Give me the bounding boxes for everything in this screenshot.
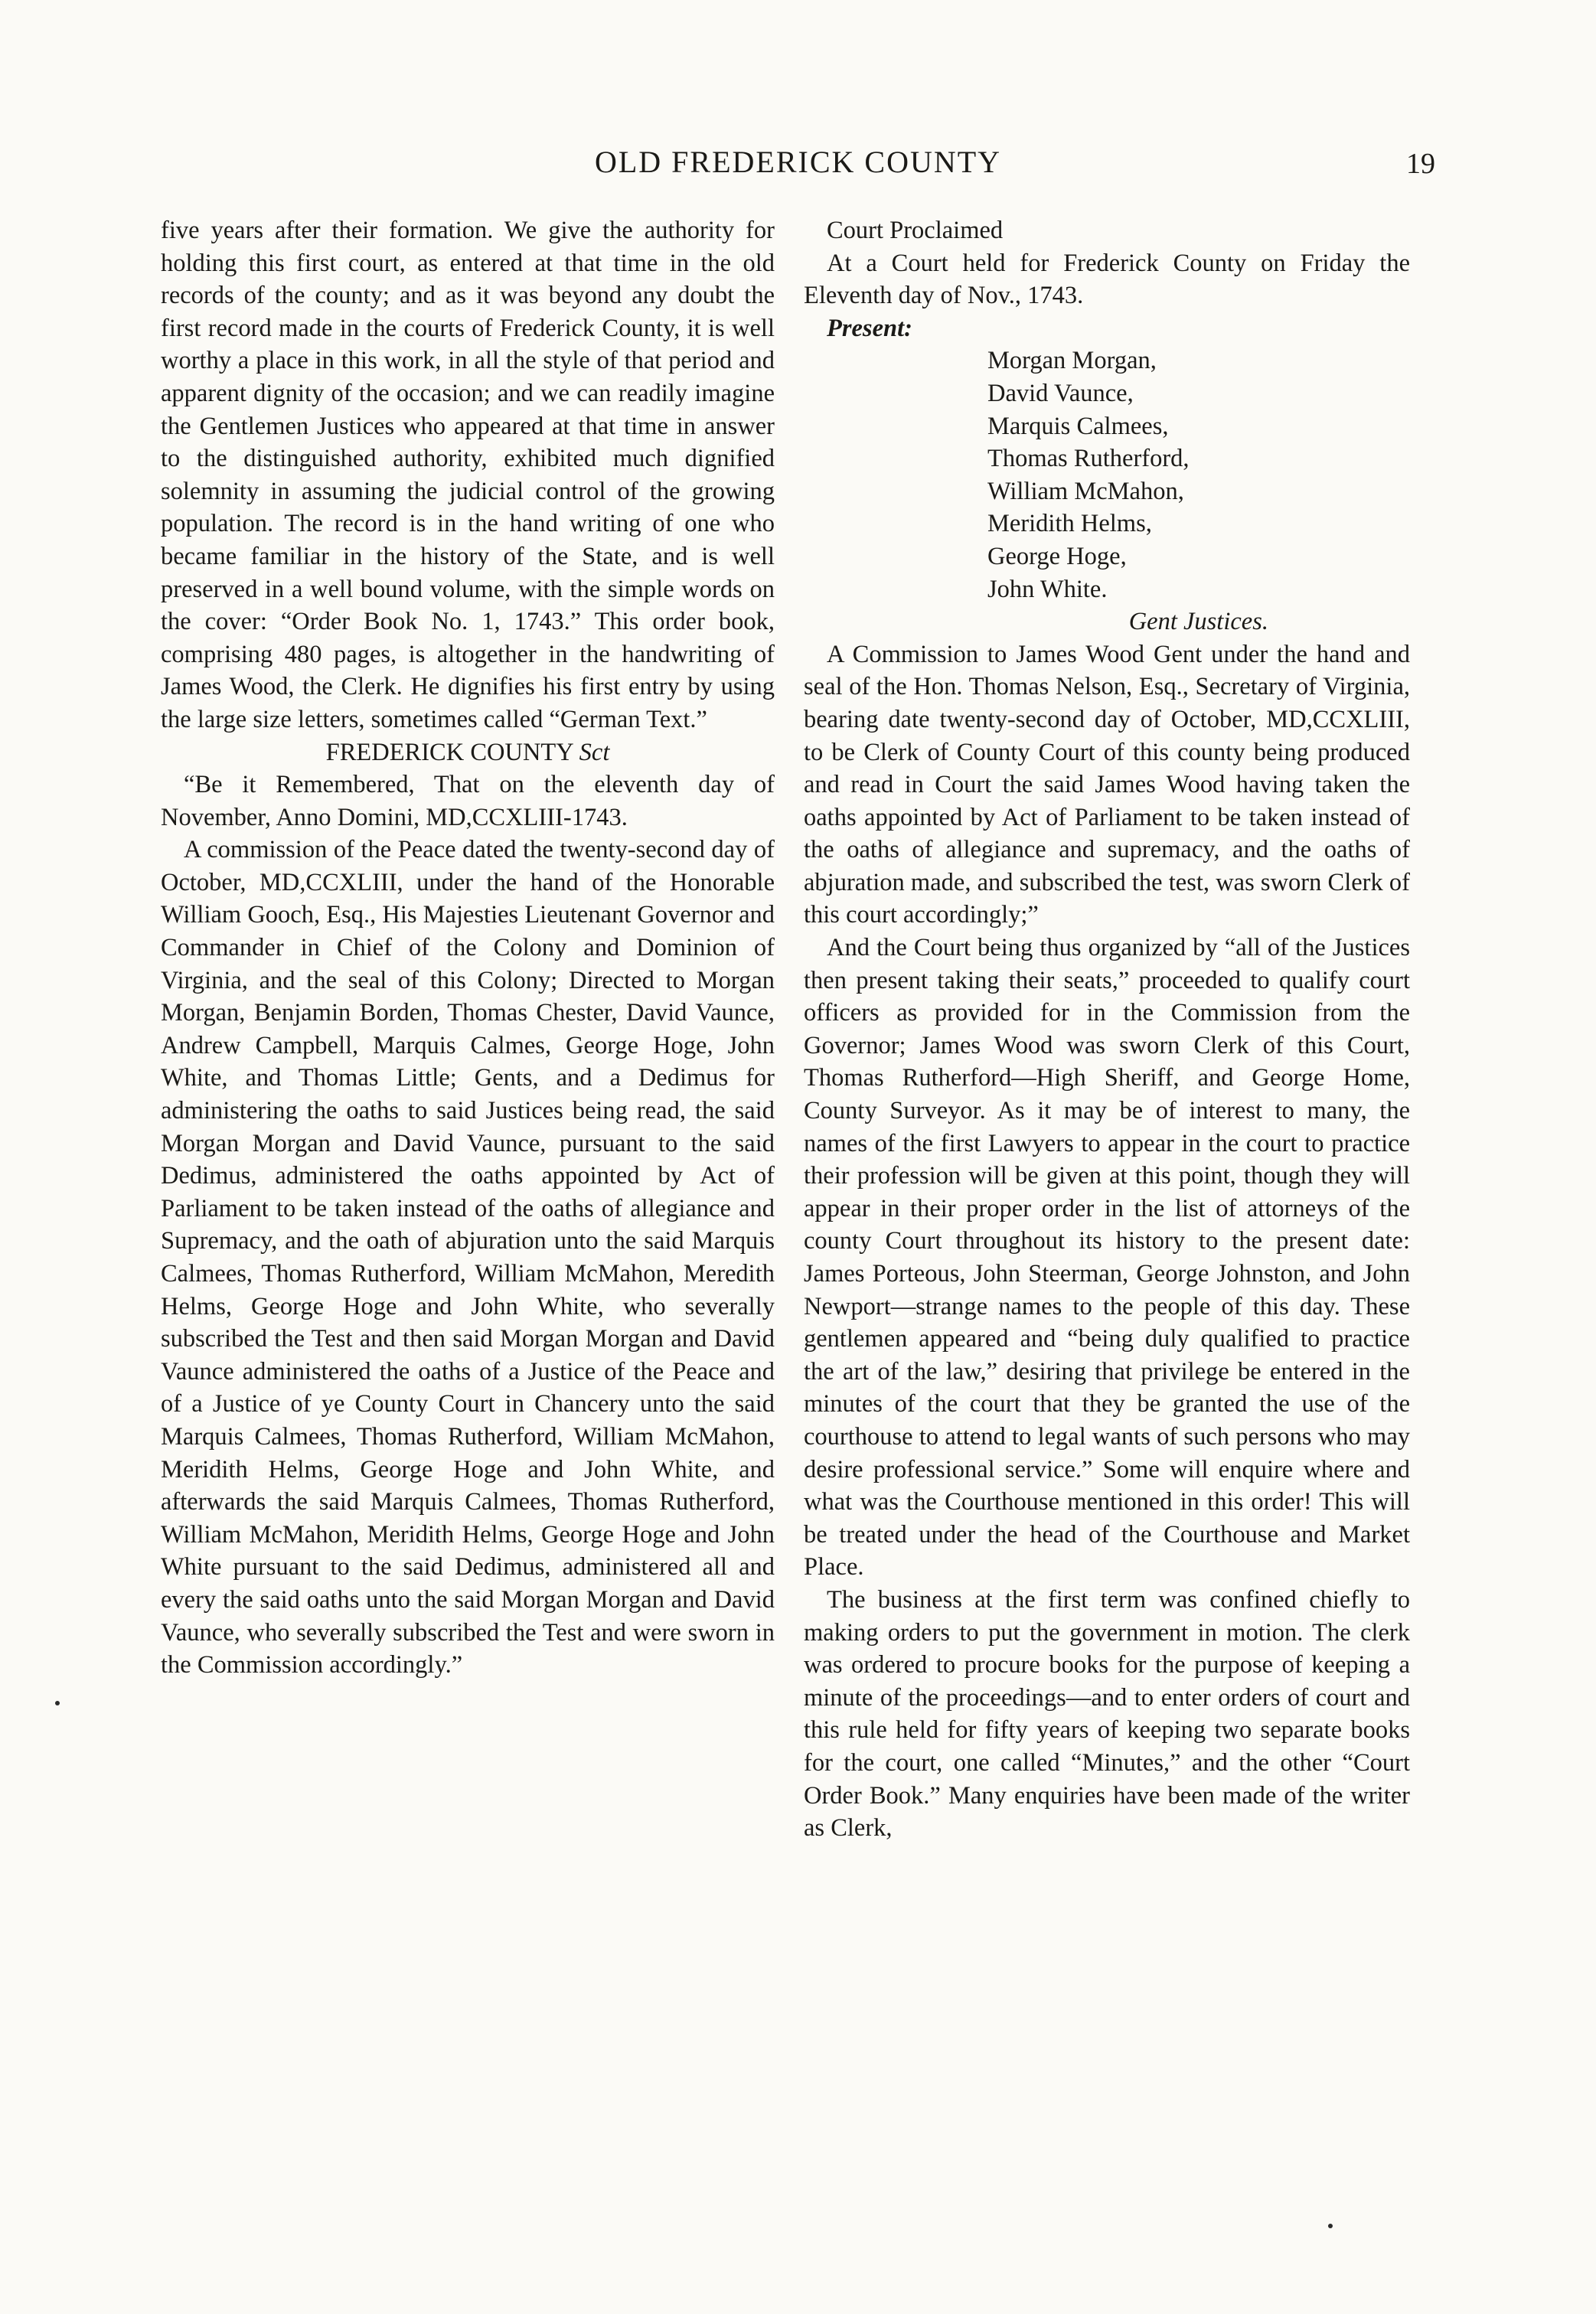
right-column <box>804 214 1410 1845</box>
justice-name: John White. <box>987 575 1108 603</box>
justice-name: William McMahon, <box>987 477 1184 505</box>
justice-name: Thomas Rutherford, <box>987 445 1190 473</box>
present-label: Present: <box>827 314 912 342</box>
left-column <box>161 214 775 1682</box>
page-header <box>161 144 1435 190</box>
gent-justices-label: Gent Justices. <box>1128 608 1268 636</box>
section-heading <box>161 736 775 769</box>
justice-name: Marquis Calmees, <box>987 412 1169 440</box>
right-paragraph-2: And the Court being thus organized by “all of the Justices then present taking their seats,” proceeded to qualify court officers as provided for in the Commission from the Governor; James Wood was sworn Clerk of this Court, Thomas Rutherford—High Sheriff, and George Home, County Surveyor. As it may be of interest to many, the names of the first Lawyers to appear in the court to practice their profession will be given at this point, though they will appear in their proper order in the list of attorneys of the county Court throughout its history to the present date: James Porteous, John Steerman, George Johnston, and John Newport—strange names to the people of this day. These gentlemen appeared and “being duly qualified to practice the art of the law,” desiring that privilege be entered in the minutes of the court that they be granted the use of the courthouse to attend to legal wants of such persons who may desire professional service.” Some will enquire where and what was the Courthouse mentioned in this order! This will be treated under the head of the Courthouse and Market Place. <box>804 934 1410 1581</box>
right-paragraph-1: A Commission to James Wood Gent under the hand and seal of the Hon. Thomas Nelson, Esq., Secretary of Virginia, bearing date twenty-second day of October, MD,CCXLIII, to be Clerk of County Court of this county being produced and read in Court the said James Wood having taken the oaths appointed by Act of Parliament to be taken instead of the oaths of allegiance and supremacy, and the oaths of abjuration made, and subscribed the test, was sworn Clerk of this court accordingly;” <box>804 640 1410 929</box>
margin-speck <box>55 1701 60 1705</box>
justice-name: George Hoge, <box>987 542 1127 570</box>
court-held-line: At a Court held for Frederick County on Friday the Eleventh day of Nov., 1743. <box>804 249 1410 310</box>
page-number: 19 <box>1406 148 1435 180</box>
present-justices-list <box>987 344 1410 605</box>
justice-name: David Vaunce, <box>987 379 1134 407</box>
right-paragraph-3: The business at the first term was confined chiefly to making orders to put the government in motion. The clerk was ordered to procure books for the purpose of keeping a minute of the proceedings—and to enter orders of court and this rule held for fifty years of keeping two separate books for the court, one called “Minutes,” and the other “Court Order Book.” Many enquiries have been made of the writer as Clerk, <box>804 1585 1410 1842</box>
justice-name: Meridith Helms, <box>987 510 1152 538</box>
left-paragraph-1: five years after their formation. We give the authority for holding this first court, as entered at that time in the old records of the county; and as it was beyond any doubt the first record made in the courts of Frederick County, it is well worthy a place in this work, in all the style of that period and apparent dignity of the occasion; and we can readily imagine the Gentlemen Justices who appeared at that time in answer to the distinguished authority, exhibited much dignified solemnity in assuming the judicial control of the growing population. The record is in the hand writing of one who became familiar in the history of the State, and is well preserved in a well bound volume, with the simple words on the cover: “Order Book No. 1, 1743.” This order book, comprising 480 pages, is altogether in the handwriting of James Wood, the Clerk. He dignifies his first entry by using the large size letters, sometimes called “German Text.” <box>161 217 775 733</box>
section-heading-sct: Sct <box>579 738 610 766</box>
justice-name: Morgan Morgan, <box>987 347 1157 375</box>
section-heading-title: FREDERICK COUNTY <box>325 738 579 766</box>
margin-speck <box>1328 2224 1333 2228</box>
left-paragraph-3: A commission of the Peace dated the twenty-second day of October, MD,CCXLIII, under the hand of the Honorable William Gooch, Esq., His Majesties Lieutenant Governor and Commander in Chief of the Colony and Dominion of Virginia, and the seal of this Colony; Directed to Morgan Morgan, Benjamin Borden, Thomas Chester, David Vaunce, Andrew Campbell, Marquis Calmes, George Hoge, John White, and Thomas Little; Gents, and a Dedimus for administering the oaths to said Justices being read, the said Morgan Morgan and David Vaunce, pursuant to the said Dedimus, administered the oaths appointed by Act of Parliament to be taken instead of the oaths of allegiance and Supremacy, and the oath of abjuration unto the said Marquis Calmees, Thomas Rutherford, William McMahon, Meredith Helms, George Hoge and John White, who severally subscribed the Test and then said Morgan Morgan and David Vaunce administered the oaths of a Justice of the Peace and of a Justice of ye County Court in Chancery unto the said Marquis Calmees, Thomas Rutherford, William McMahon, Meridith Helms, George Hoge and John White, and afterwards the said Marquis Calmees, Thomas Rutherford, William McMahon, Meridith Helms, George Hoge and John White pursuant to the said Dedimus, administered all and every the said oaths unto the said Morgan Morgan and David Vaunce, who severally subscribed the Test and were sworn in the Commission accordingly.” <box>161 836 775 1679</box>
court-proclaimed: Court Proclaimed <box>827 217 1004 244</box>
running-head: OLD FREDERICK COUNTY <box>594 145 1002 179</box>
left-paragraph-2: “Be it Remembered, That on the eleventh day of November, Anno Domini, MD,CCXLIII-1743. <box>161 771 775 831</box>
